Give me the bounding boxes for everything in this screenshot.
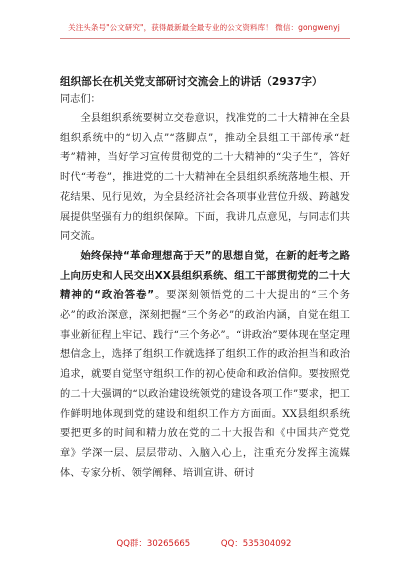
footer-contact (0, 537, 408, 549)
footer-qq-group: QQ群：30265665 (116, 539, 191, 549)
greeting: 同志们： (60, 94, 101, 105)
document-body (60, 73, 350, 483)
paragraph-section-1 (60, 247, 350, 483)
header-banner: 关注头条号"公文研究"，获得最新最全最专业的公文资料库！ 微信：gongwenyj (68, 23, 340, 32)
section-heading: 始终保持“革命理想高于天”的思想自觉，在新的赶考之路上向历史和人民交出XX县组织系统、组工干部贯彻党的二十大精神的“政治答卷” (60, 249, 350, 302)
document-title: 组织部长在机关党支部研讨交流会上的讲话（2937字） (60, 76, 323, 88)
section-body: 。要深刻领悟党的二十大提出的“三个务必”的政治深意，深刻把握“三个务必”的政治内涵，自觉在组工事业新征程上牢记、践行“三个务必”。“讲政治”要体现在坚定理想信念上，选择了组织工作就选择了组织工作的政治担当和政治追求，就要自觉坚守组织工作的初心使命和政治信仰。要按照党的二十大强调的“以政治建设统领党的建设各项工作”要求，把工作鲜明地体现到党的建设和组织工作方方面面。XX县组织系统要把更多的时间和精力放在党的二十大报告和《中国共产党党章》学深一层、层层带动、入脑入心上，注重充分发挥主流媒体、专家分析、领学阐释、培训宣讲、研讨 (60, 290, 350, 479)
header-divider (60, 38, 350, 39)
paragraph-intro: 全县组织系统要树立交卷意识，找准党的二十大精神在全县组织系统中的“切入点”“落脚点”，推动全县组工干部传承“赶考”精神，当好学习宣传贯彻党的二十大精神的“尖子生”，答好时代“考卷”，推进党的二十大精神在全县组织系统落地生根、开花结果、见行见效，为全县经济社会各项事业营位升级、跨越发展提供坚强有力的组织保障。下面，我讲几点意见，与同志们共同交流。 (60, 113, 350, 243)
footer-qq: QQ：535304092 (220, 539, 292, 549)
